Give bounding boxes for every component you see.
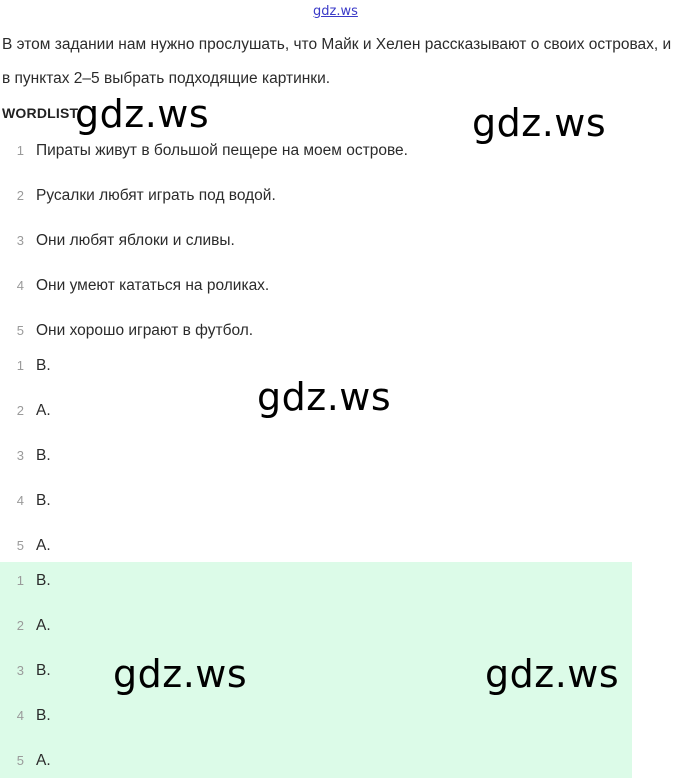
item-text: Они умеют кататься на роликах. [36,276,270,294]
list-item [0,173,276,218]
answer-item [0,343,51,388]
answer-item [0,738,51,783]
task-description: В этом задании нам нужно прослушать, что Майк и Хелен рассказывают о своих островах, и в пунктах 2–5 выбрать подходящие картинки. [2,36,672,87]
answer-item [0,558,51,603]
item-text: Пираты живут в большой пещере на моем острове. [36,141,408,159]
answer-item [0,433,51,478]
answer-text: B. [36,706,51,724]
item-number: 1 [16,358,24,373]
item-number: 4 [16,708,24,723]
answer-text: B. [36,356,51,374]
answer-text: B. [36,491,51,509]
item-text: Русалки любят играть под водой. [36,186,276,204]
item-number: 3 [16,233,24,248]
watermark: gdz.ws [257,375,392,419]
answer-text: A. [36,616,51,634]
answer-text: A. [36,751,51,769]
answer-text: A. [36,536,51,554]
answer-text: B. [36,661,51,679]
answer-item [0,693,51,738]
item-number: 5 [16,538,24,553]
item-number: 3 [16,448,24,463]
watermark: gdz.ws [472,101,607,145]
list-item [0,218,235,263]
item-number: 3 [16,663,24,678]
item-number: 2 [16,618,24,633]
watermark: gdz.ws [75,92,210,136]
item-text: Они хорошо играют в футбол. [36,321,254,339]
answer-item [0,388,51,433]
item-number: 2 [16,188,24,203]
item-text: Они любят яблоки и сливы. [36,231,235,249]
answer-item [0,603,51,648]
list-item [0,263,269,308]
answer-text: B. [36,446,51,464]
site-link[interactable]: gdz.ws [313,4,358,19]
answer-item [0,478,51,523]
item-number: 1 [16,143,24,158]
item-number: 4 [16,493,24,508]
wordlist-heading: WORDLIST [2,105,79,121]
watermark: gdz.ws [485,652,620,696]
answer-text: B. [36,571,51,589]
answer-item [0,648,51,693]
item-number: 2 [16,403,24,418]
item-number: 5 [16,323,24,338]
answer-text: A. [36,401,51,419]
watermark: gdz.ws [113,652,248,696]
item-number: 1 [16,573,24,588]
item-number: 5 [16,753,24,768]
item-number: 4 [16,278,24,293]
